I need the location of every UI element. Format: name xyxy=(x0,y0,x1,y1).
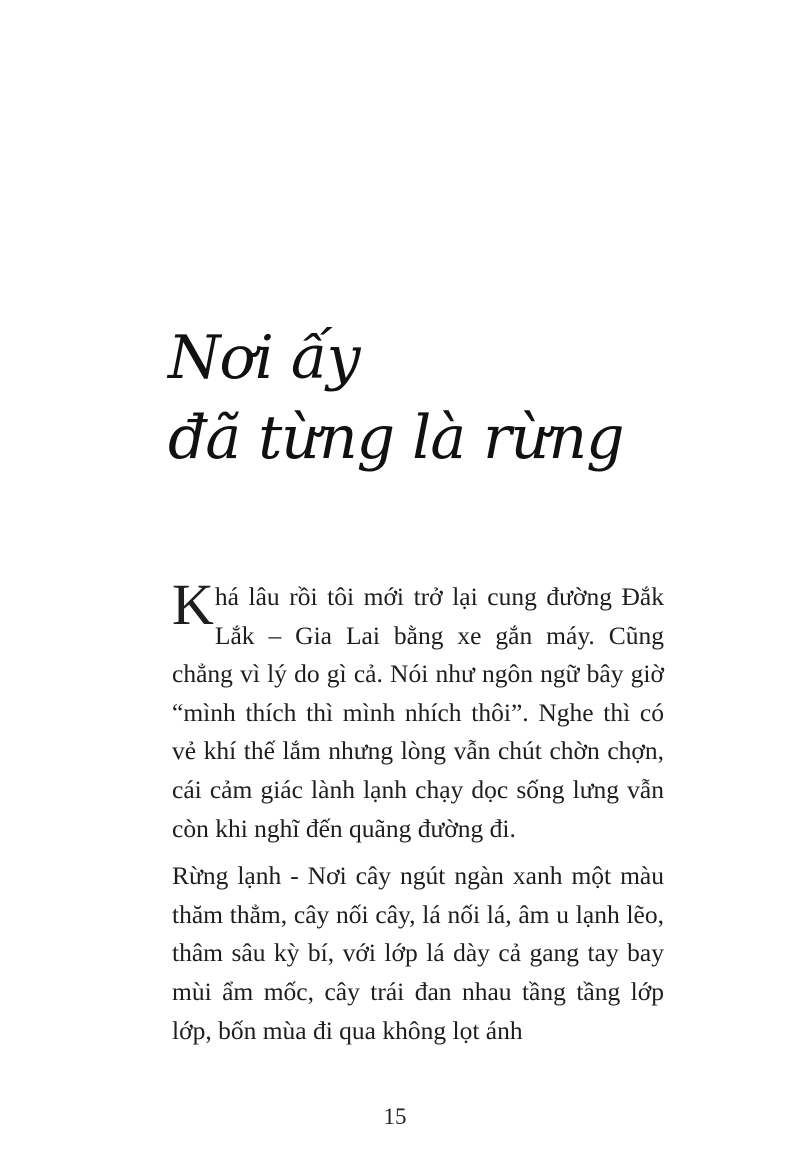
drop-cap: K xyxy=(172,572,214,637)
paragraph-2 xyxy=(172,857,664,1050)
chapter-title xyxy=(168,318,624,478)
paragraph-1 xyxy=(172,572,664,848)
chapter-title-line-2: đã từng là rừng xyxy=(168,403,624,473)
paragraph-1-text: há lâu rồi tôi mới trở lại cung đường Đắk Lắk – Gia Lai bằng xe gắn máy. Cũng chẳng vì lý do gì cả. Nói như ngôn ngữ bây giờ “mình thích thì mình nhích thôi”. Nghe thì có vẻ khí thế lắm nhưng lòng vẫn chút chờn chợn, cái cảm giác lành lạnh chạy dọc sống lưng vẫn còn khi nghĩ đến quãng đường đi. xyxy=(172,582,664,843)
paragraph-2-text: Rừng lạnh - Nơi cây ngút ngàn xanh một màu thăm thẳm, cây nối cây, lá nối lá, âm u lạnh lẽo, thâm sâu kỳ bí, với lớp lá dày cả gang tay bay mùi ẩm mốc, cây trái đan nhau tầng tầng lớp lớp, bốn mùa đi qua không lọt ánh xyxy=(172,861,664,1045)
chapter-title-line-1: Nơi ấy xyxy=(168,323,360,393)
body-text xyxy=(172,572,664,1050)
page-number: 15 xyxy=(383,1104,407,1129)
